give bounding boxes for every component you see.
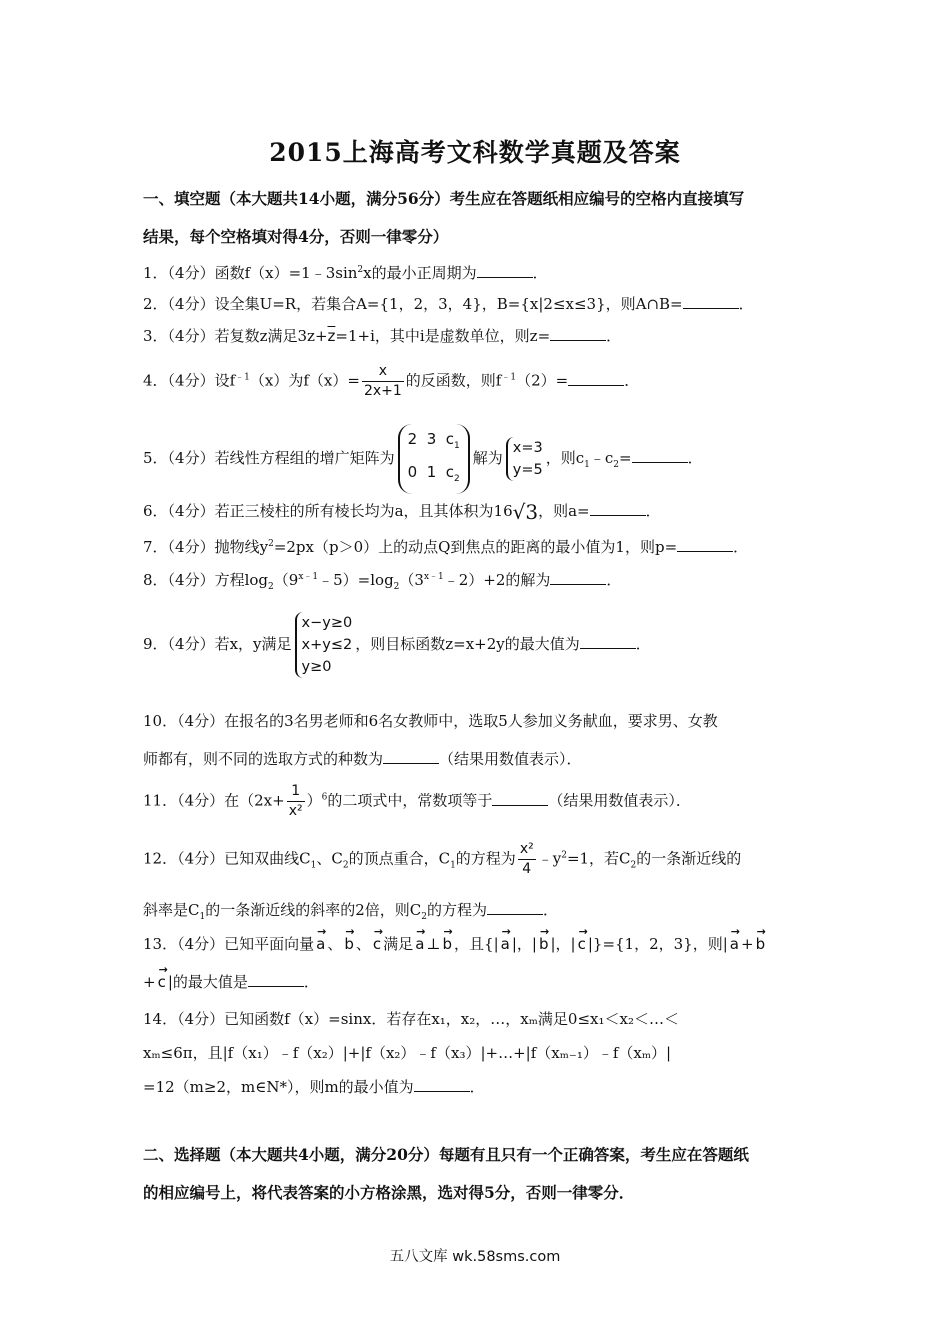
section2-heading-line2: 的相应编号上，将代表答案的小方格涂黑，选对得5分，否则一律零分． xyxy=(143,1183,635,1202)
question-12-line2: 斜率是$C_1$的一条渐近线的斜率的2倍，则$C_2$的方程为 ． xyxy=(143,901,559,922)
section1-heading-line1: 一、填空题（本大题共14小题，满分56分）考生应在答题纸相应编号的空格内直接填写 xyxy=(143,189,745,208)
answer-blank[interactable] xyxy=(487,900,543,915)
answer-blank[interactable] xyxy=(492,791,548,806)
question-3: 3．（4分）若复数z满足$3z+\overline{z}=1+i$，其中i是虚数单位，则z= ． xyxy=(143,327,622,345)
question-2: 2．（4分）设全集U=R，若集合A={1，2，3，4}，B={x|2≤x≤3}，则A∩B= ． xyxy=(143,295,754,313)
augmented-matrix: 2 3 $c_1$ 0 1 $c_2$ xyxy=(398,424,470,494)
question-14: 14．（4分）已知函数f（x）=sinx．若存在x₁，x₂，…，xₘ满足0≤x₁＜x₂＜…＜ xₘ≤6π，且|f（x₁）﹣f（x₂）|+|f（x₂）﹣f（x₃）|+…+|f（xₘ₋₁）﹣f（xₘ）| =12（m≥2，m∈N*），则m的最小值为 ． xyxy=(143,1010,679,1096)
fraction: $\frac{1}{\text{x²}}$ xyxy=(288,783,303,819)
answer-blank[interactable] xyxy=(550,570,606,585)
question-11: 11．（4分）在（2x+ $\frac{1}{\text{x²}}$ ）$^6$的二项式中，常数项等于 （结果用数值表示）． xyxy=(143,783,691,819)
answer-blank[interactable] xyxy=(477,263,533,278)
answer-blank[interactable] xyxy=(683,294,739,309)
answer-blank[interactable] xyxy=(248,972,304,987)
constraint-system: x−y≥0 x+y≤2 y≥0 xyxy=(295,612,353,678)
question-10: 10．（4分）在报名的3名男老师和6名女教师中，选取5人参加义务献血，要求男、女教 师都有，则不同的选取方式的种数为 （结果用数值表示）． xyxy=(143,712,718,768)
section2-heading xyxy=(143,1136,813,1212)
answer-blank[interactable] xyxy=(414,1077,470,1092)
solution-system: x=3 y=5 xyxy=(506,437,543,481)
section2-heading-line1: 二、选择题（本大题共4小题，满分20分）每题有且只有一个正确答案，考生应在答题纸 xyxy=(143,1145,749,1164)
fraction: $\frac{x}{2x+1}$ xyxy=(363,363,402,399)
question-7: 7．（4分）抛物线$y^2=2px(p>0)$上的动点Q到焦点的距离的最小值为1，则p= ． xyxy=(143,538,749,556)
answer-blank[interactable] xyxy=(580,634,636,649)
answer-blank[interactable] xyxy=(568,371,624,386)
page-title: 2015上海高考文科数学真题及答案 xyxy=(269,138,681,167)
question-13-line2: + → c |的最大值是 ． xyxy=(143,968,815,994)
section1-heading-line2: 结果，每个空格填对得4分，否则一律零分） xyxy=(143,227,449,246)
question-6: 6．（4分）若正三棱柱的所有棱长均为a，且其体积为16√3，则a= ． xyxy=(143,500,661,524)
section1-heading xyxy=(143,180,813,256)
question-5: 5．（4分）若线性方程组的增广矩阵为2 3 $c_1$ 0 1 $c_2$解为x=3 y=5，则$c_1﹣c_2=$ ． xyxy=(143,424,815,494)
answer-blank[interactable] xyxy=(677,537,733,552)
question-9: 9．（4分）若x，y满足x−y≥0 x+y≤2 y≥0，则目标函数z=x+2y的最大值为 ． xyxy=(143,612,815,678)
answer-blank[interactable] xyxy=(550,326,606,341)
question-13: 13．（4分）已知平面向量 → a 、 → b 、 → c 满足 → a ⊥ → b ，且{| → a |，| → b |，| → c |}={1，2，3}，则| → a + → b xyxy=(143,930,815,956)
question-8: 8．（4分）方程$\log_2(9^{x﹣1}﹣5)=\log_2(3^{x﹣1}﹣2)+2$的解为 ． xyxy=(143,571,622,592)
question-12: 12．（4分）已知双曲线$C_1$、$C_2$的顶点重合，$C_1$的方程为 $\frac{\text{x²}}{4}$ $﹣y^2=1$，若$C_2$的一条渐近线的 xyxy=(143,841,742,877)
question-1: 1．（4分）函数$f(x)=1﹣3\sin^2x$的最小正周期为 ． xyxy=(143,264,548,282)
question-4: 4．（4分）设$f^{﹣1}(x)$为f（x）= $\frac{x}{2x+1}$ 的反函数，则$f^{﹣1}(2)=$ ． xyxy=(143,363,640,399)
answer-blank[interactable] xyxy=(590,501,646,516)
answer-blank[interactable] xyxy=(632,448,688,463)
fraction: $\frac{\text{x²}}{4}$ xyxy=(519,841,534,877)
page-footer: 五八文库 wk.58sms.com xyxy=(389,1249,561,1265)
answer-blank[interactable] xyxy=(383,749,439,764)
